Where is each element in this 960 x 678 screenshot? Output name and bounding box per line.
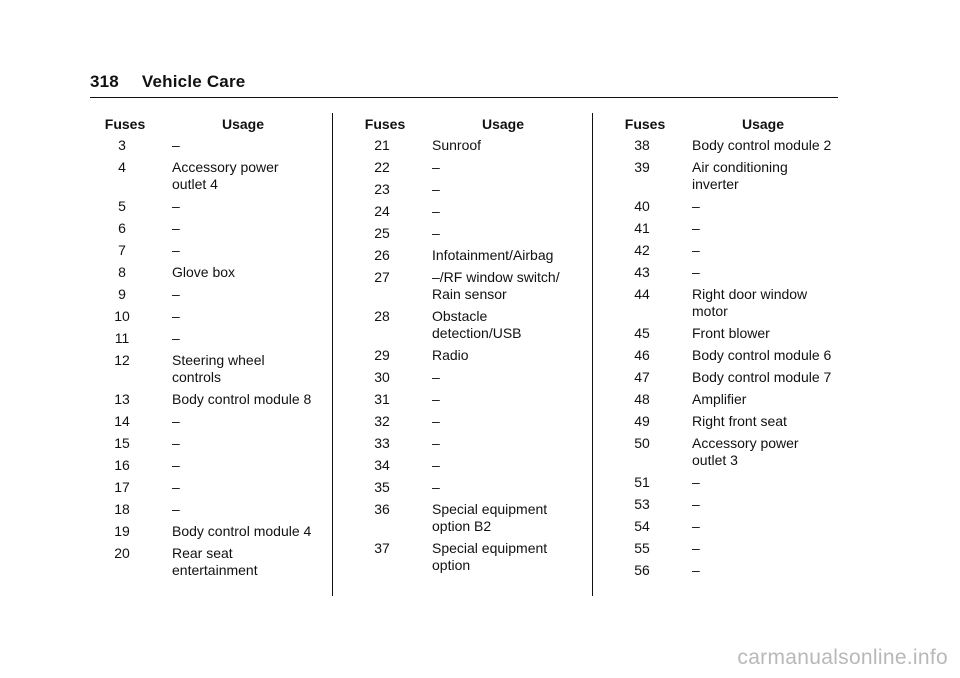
table-row bbox=[90, 352, 326, 386]
table-row bbox=[350, 247, 586, 264]
fuse-number: 10 bbox=[114, 308, 130, 324]
table-row bbox=[350, 391, 586, 408]
table-row bbox=[610, 413, 846, 430]
fuse-table-column-2 bbox=[350, 116, 586, 579]
table-row bbox=[90, 330, 326, 347]
fuse-usage: – bbox=[172, 198, 180, 214]
table-row bbox=[610, 540, 846, 557]
fuse-usage: – bbox=[432, 369, 440, 385]
table-row bbox=[610, 496, 846, 513]
fuse-number: 14 bbox=[114, 413, 130, 429]
table-row bbox=[610, 347, 846, 364]
fuse-number: 16 bbox=[114, 457, 130, 473]
fuse-number: 23 bbox=[374, 181, 390, 197]
fuse-number: 50 bbox=[634, 435, 650, 451]
table-row bbox=[350, 457, 586, 474]
fuse-number: 56 bbox=[634, 562, 650, 578]
fuse-usage: – bbox=[432, 413, 440, 429]
fuse-usage: – bbox=[172, 137, 180, 153]
page-header bbox=[90, 72, 245, 92]
fuse-rows bbox=[90, 137, 326, 579]
table-row bbox=[350, 203, 586, 220]
fuse-usage: – bbox=[172, 413, 180, 429]
fuse-usage: Body control module 2 bbox=[692, 137, 832, 153]
fuse-number: 4 bbox=[118, 159, 126, 175]
fuse-usage: – bbox=[172, 242, 180, 258]
table-row bbox=[90, 264, 326, 281]
table-row bbox=[350, 413, 586, 430]
fuse-usage: Special equipment option B2 bbox=[432, 501, 548, 534]
fuse-number: 5 bbox=[118, 198, 126, 214]
fuse-number: 55 bbox=[634, 540, 650, 556]
fuse-usage: Body control module 6 bbox=[692, 347, 832, 363]
table-row bbox=[90, 308, 326, 325]
fuse-usage: – bbox=[172, 220, 180, 236]
fuse-number: 41 bbox=[634, 220, 650, 236]
fuse-usage: – bbox=[432, 457, 440, 473]
column-divider bbox=[332, 113, 333, 596]
fuse-number: 44 bbox=[634, 286, 650, 302]
fuse-usage: Sunroof bbox=[432, 137, 482, 153]
fuse-number: 22 bbox=[374, 159, 390, 175]
fuses-header: Fuses bbox=[364, 116, 406, 132]
page-title: Vehicle Care bbox=[141, 72, 246, 91]
fuse-usage: – bbox=[432, 203, 440, 219]
fuse-usage: Steering wheel controls bbox=[172, 352, 265, 385]
table-row bbox=[610, 286, 846, 320]
table-row bbox=[610, 159, 846, 193]
fuse-number: 35 bbox=[374, 479, 390, 495]
fuse-number: 46 bbox=[634, 347, 650, 363]
fuse-number: 51 bbox=[634, 474, 650, 490]
column-header bbox=[90, 116, 326, 133]
fuse-number: 21 bbox=[374, 137, 390, 153]
fuse-number: 47 bbox=[634, 369, 650, 385]
fuses-header: Fuses bbox=[624, 116, 666, 132]
fuse-number: 49 bbox=[634, 413, 650, 429]
fuse-usage: – bbox=[432, 391, 440, 407]
fuse-number: 29 bbox=[374, 347, 390, 363]
table-row bbox=[350, 435, 586, 452]
page-number: 318 bbox=[90, 72, 119, 91]
fuse-number: 32 bbox=[374, 413, 390, 429]
table-row bbox=[610, 369, 846, 386]
fuse-number: 38 bbox=[634, 137, 650, 153]
fuse-usage: – bbox=[692, 264, 700, 280]
fuse-number: 11 bbox=[114, 330, 130, 346]
fuse-usage: Air conditioning inverter bbox=[692, 159, 788, 192]
table-row bbox=[90, 391, 326, 408]
fuse-usage: Front blower bbox=[692, 325, 770, 341]
table-row bbox=[610, 325, 846, 342]
fuse-usage: –/RF window switch/ Rain sensor bbox=[432, 269, 560, 302]
fuse-usage: – bbox=[172, 457, 180, 473]
fuse-number: 13 bbox=[114, 391, 130, 407]
fuse-rows bbox=[610, 137, 846, 579]
fuse-usage: – bbox=[692, 496, 700, 512]
fuse-usage: – bbox=[692, 220, 700, 236]
fuse-usage: – bbox=[692, 242, 700, 258]
table-row bbox=[90, 286, 326, 303]
table-row bbox=[90, 479, 326, 496]
fuse-usage: Accessory power outlet 3 bbox=[692, 435, 799, 468]
fuse-number: 54 bbox=[634, 518, 650, 534]
column-header bbox=[350, 116, 586, 133]
watermark: carmanualsonline.info bbox=[737, 646, 948, 669]
fuse-usage: – bbox=[432, 181, 440, 197]
fuse-number: 19 bbox=[114, 523, 130, 539]
table-row bbox=[90, 137, 326, 154]
fuse-usage: – bbox=[432, 479, 440, 495]
fuse-usage: Right front seat bbox=[692, 413, 787, 429]
usage-header: Usage bbox=[741, 116, 785, 132]
fuse-number: 53 bbox=[634, 496, 650, 512]
fuse-number: 7 bbox=[118, 242, 126, 258]
header-rule bbox=[90, 97, 838, 98]
fuse-number: 3 bbox=[118, 137, 126, 153]
table-row bbox=[350, 137, 586, 154]
table-row bbox=[90, 159, 326, 193]
table-row bbox=[350, 181, 586, 198]
fuse-usage: – bbox=[172, 479, 180, 495]
table-row bbox=[610, 220, 846, 237]
table-row bbox=[90, 523, 326, 540]
table-row bbox=[610, 518, 846, 535]
fuse-usage: Obstacle detection/USB bbox=[432, 308, 522, 341]
fuse-usage: Body control module 8 bbox=[172, 391, 312, 407]
table-row bbox=[350, 308, 586, 342]
fuse-table-column-1 bbox=[90, 116, 326, 584]
table-row bbox=[350, 540, 586, 574]
fuse-number: 8 bbox=[118, 264, 126, 280]
fuse-usage: – bbox=[692, 562, 700, 578]
table-row bbox=[610, 264, 846, 281]
fuse-usage: Rear seat entertainment bbox=[172, 545, 258, 578]
fuse-number: 18 bbox=[114, 501, 130, 517]
table-row bbox=[610, 198, 846, 215]
table-row bbox=[350, 269, 586, 303]
fuse-number: 45 bbox=[634, 325, 650, 341]
fuse-table-column-3 bbox=[610, 116, 846, 584]
fuse-number: 42 bbox=[634, 242, 650, 258]
fuse-number: 43 bbox=[634, 264, 650, 280]
fuse-number: 48 bbox=[634, 391, 650, 407]
fuse-usage: Radio bbox=[432, 347, 469, 363]
fuse-number: 24 bbox=[374, 203, 390, 219]
fuse-number: 28 bbox=[374, 308, 390, 324]
fuse-number: 27 bbox=[374, 269, 390, 285]
fuse-number: 15 bbox=[114, 435, 130, 451]
fuse-number: 39 bbox=[634, 159, 650, 175]
table-row bbox=[350, 369, 586, 386]
fuses-header: Fuses bbox=[104, 116, 146, 132]
fuse-usage: Body control module 4 bbox=[172, 523, 312, 539]
fuse-usage: – bbox=[692, 474, 700, 490]
table-row bbox=[90, 545, 326, 579]
table-row bbox=[350, 159, 586, 176]
table-row bbox=[610, 391, 846, 408]
fuse-rows bbox=[350, 137, 586, 574]
fuse-number: 30 bbox=[374, 369, 390, 385]
fuse-usage: – bbox=[432, 159, 440, 175]
fuse-usage: – bbox=[692, 198, 700, 214]
fuse-number: 6 bbox=[118, 220, 126, 236]
fuse-usage: Special equipment option bbox=[432, 540, 548, 573]
table-row bbox=[610, 474, 846, 491]
column-header bbox=[610, 116, 846, 133]
fuse-usage: – bbox=[172, 286, 180, 302]
fuse-usage: Body control module 7 bbox=[692, 369, 832, 385]
table-row bbox=[350, 501, 586, 535]
table-row bbox=[90, 457, 326, 474]
table-row bbox=[610, 137, 846, 154]
fuse-number: 25 bbox=[374, 225, 390, 241]
column-divider bbox=[592, 113, 593, 596]
fuse-usage: – bbox=[432, 225, 440, 241]
table-row bbox=[90, 501, 326, 518]
fuse-number: 17 bbox=[114, 479, 130, 495]
usage-header: Usage bbox=[221, 116, 265, 132]
table-row bbox=[350, 479, 586, 496]
fuse-usage: – bbox=[172, 308, 180, 324]
fuse-number: 34 bbox=[374, 457, 390, 473]
table-row bbox=[90, 220, 326, 237]
fuse-usage: Right door window motor bbox=[692, 286, 808, 319]
fuse-usage: – bbox=[172, 435, 180, 451]
fuse-number: 9 bbox=[118, 286, 126, 302]
fuse-number: 20 bbox=[114, 545, 130, 561]
fuse-number: 33 bbox=[374, 435, 390, 451]
usage-header: Usage bbox=[481, 116, 525, 132]
fuse-usage: Infotainment/Airbag bbox=[432, 247, 554, 263]
table-row bbox=[610, 435, 846, 469]
fuse-usage: Accessory power outlet 4 bbox=[172, 159, 279, 192]
table-row bbox=[90, 242, 326, 259]
table-row bbox=[610, 562, 846, 579]
fuse-number: 36 bbox=[374, 501, 390, 517]
fuse-usage: – bbox=[692, 518, 700, 534]
fuse-usage: Amplifier bbox=[692, 391, 747, 407]
fuse-usage: – bbox=[432, 435, 440, 451]
table-row bbox=[90, 198, 326, 215]
fuse-number: 31 bbox=[374, 391, 390, 407]
fuse-number: 40 bbox=[634, 198, 650, 214]
table-row bbox=[610, 242, 846, 259]
table-row bbox=[90, 413, 326, 430]
fuse-usage: – bbox=[692, 540, 700, 556]
fuse-number: 26 bbox=[374, 247, 390, 263]
fuse-number: 12 bbox=[114, 352, 130, 368]
fuse-usage: Glove box bbox=[172, 264, 236, 280]
table-row bbox=[350, 225, 586, 242]
fuse-usage: – bbox=[172, 330, 180, 346]
table-row bbox=[90, 435, 326, 452]
fuse-usage: – bbox=[172, 501, 180, 517]
table-row bbox=[350, 347, 586, 364]
fuse-number: 37 bbox=[374, 540, 390, 556]
